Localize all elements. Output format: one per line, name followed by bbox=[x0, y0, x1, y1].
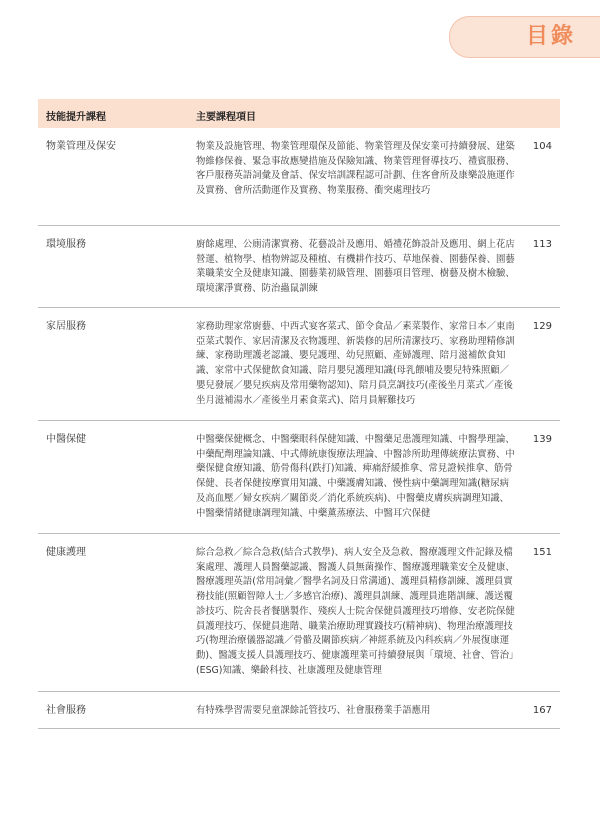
course-category: 中醫保健 bbox=[46, 434, 86, 445]
column-header-course: 技能提升課程 bbox=[46, 112, 106, 123]
course-items: 綜合急救／綜合急救(結合式教學)、病人安全及急救、醫療護理文件記錄及檔案處理、護理人員醫藥認識、醫護人員無菌操作、醫療護理職業安全及健康、醫療護理英語(常用詞彙／醫學名詞及日常溝通)、護理員精修訓練、護理員實務技能(照顧智障人士／多感官治療)、護理員訓練、護理員進階訓練、護送覆診技巧、院舍長者餐膳製作、殘疾人士院舍保健員護理技巧增修、安老院保健員護理技巧、保健員進階、職業治療助理實踐技巧(精神病)、物理治療護理技巧(物理治療儀器認識／骨骼及關節疾病／神經系統及內科疾病／外展復康運動)、醫護支援人員護理技巧、健康護理業可持續發展與「環境、社會、管治」(ESG)知識、樂齡科技、社康護理及健康管理 bbox=[196, 547, 515, 676]
table-header bbox=[38, 99, 560, 128]
table-row[interactable] bbox=[38, 308, 560, 421]
course-items: 物業及設施管理、物業管理環保及節能、物業管理及保安業可持續發展、建築物維修保養、緊急事故應變措施及保險知識、物業管理督導技巧、禮賓服務、客戶服務英語詞彙及會話、保安培訓課程認可計劃、住客會所及康樂設施運作及實務、會所活動運作及實務、物業服務、衝突處理技巧 bbox=[196, 141, 515, 197]
page-number: 104 bbox=[532, 141, 552, 152]
contents-table bbox=[38, 99, 560, 729]
table-row[interactable] bbox=[38, 421, 560, 534]
page-number: 129 bbox=[532, 321, 552, 332]
page-number: 167 bbox=[532, 705, 552, 716]
course-category: 環境服務 bbox=[46, 239, 86, 250]
course-category: 社會服務 bbox=[46, 705, 86, 716]
page-number: 113 bbox=[532, 239, 552, 250]
table-row[interactable] bbox=[38, 128, 560, 226]
course-category: 健康護理 bbox=[46, 547, 86, 558]
column-header-items: 主要課程項目 bbox=[196, 112, 256, 123]
page-number: 139 bbox=[532, 434, 552, 445]
course-items: 家務助理家常廚藝、中西式宴客菜式、節令食品／素菜製作、家常日本／東南亞菜式製作、家居清潔及衣物護理、新裝修的居所清潔技巧、家務助理精修訓練、家務助理護老認識、嬰兒護理、幼兒照顧、產婦護理、陪月滋補飲食知識、家常中式保健飲食知識、陪月嬰兒護理知識(母乳餵哺及嬰兒特殊照顧／嬰兒發展／嬰兒疾病及常用藥物認知)、陪月員烹調技巧(產後坐月菜式／產後坐月滋補湯水／產後坐月素食菜式)、陪月員解難技巧 bbox=[196, 321, 515, 406]
title-tab bbox=[449, 16, 600, 58]
course-items: 有特殊學習需要兒童課餘託管技巧、社會服務業手語應用 bbox=[196, 705, 431, 716]
table-row[interactable] bbox=[38, 692, 560, 729]
course-items: 中醫藥保健概念、中醫藥眼科保健知識、中醫藥足患護理知識、中醫學理論、中藥配劑理論知識、中式傳統康復療法理論、中醫診所助理傳統療法實務、中藥保健食療知識、筋骨傷科(跌打)知識、痺痛舒緩推拿、常見證候推拿、筋骨保健、長者保健按摩實用知識、中藥護膚知識、慢性病中藥調理知識(糖尿病及高血壓／婦女疾病／關節炎／消化系統疾病)、中醫藥皮膚疾病調理知識、中醫藥情緒健康調理知識、中藥薰蒸療法、中醫耳穴保健 bbox=[196, 434, 515, 519]
course-category: 家居服務 bbox=[46, 321, 86, 332]
course-category: 物業管理及保安 bbox=[46, 141, 116, 152]
page-title: 目錄 bbox=[525, 24, 576, 49]
table-row[interactable] bbox=[38, 534, 560, 692]
course-items: 廚餘處理、公廁清潔實務、花藝設計及應用、婚禮花飾設計及應用、網上花店營運、植物學、植物辨認及種植、有機耕作技巧、草地保養、園藝保養、園藝業職業安全及健康知識、園藝業初級管理、園藝項目管理、樹藝及樹木檢驗、環境潔淨實務、防治蟲鼠訓練 bbox=[196, 239, 515, 295]
page-number: 151 bbox=[532, 547, 552, 558]
table-row[interactable] bbox=[38, 226, 560, 308]
